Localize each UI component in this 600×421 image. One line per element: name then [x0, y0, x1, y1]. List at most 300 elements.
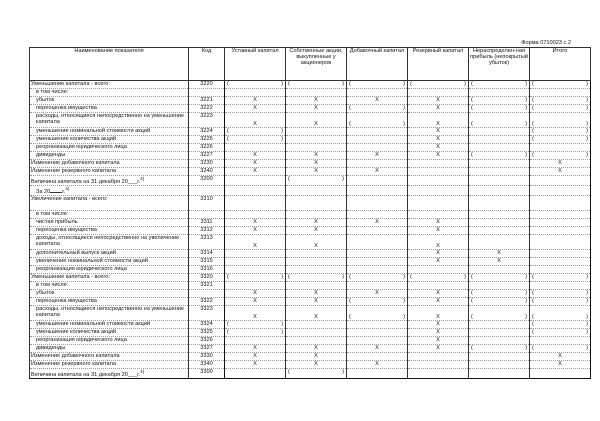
- not-applicable-mark: X: [436, 250, 440, 257]
- open-paren: (: [288, 274, 290, 281]
- close-paren: ): [586, 290, 588, 297]
- value-cell: [286, 337, 347, 345]
- header-reserve-capital: Резервный капитал: [408, 48, 469, 81]
- close-paren: ): [403, 313, 405, 320]
- open-paren: (: [532, 105, 534, 111]
- table-body: [30, 81, 591, 379]
- value-cell: [530, 113, 591, 128]
- table-row: [30, 89, 591, 97]
- table-row: [30, 136, 591, 144]
- row-label: [30, 258, 189, 266]
- value-cell: [347, 321, 408, 329]
- row-label: [30, 211, 189, 219]
- close-paren: ): [525, 105, 527, 111]
- value-cell: [286, 152, 347, 160]
- value-cell: [469, 258, 530, 266]
- row-label: [30, 128, 189, 136]
- header-row: [30, 48, 591, 81]
- value-cell: [347, 266, 408, 274]
- not-applicable-mark: X: [436, 97, 440, 103]
- row-label-text: Величина капитала на 31 декабря 20___г.: [31, 178, 141, 185]
- row-label: [30, 235, 189, 250]
- value-cell: [408, 298, 469, 306]
- value-cell: [408, 274, 469, 282]
- row-label-text: уменьшение номинальной стоимости акций: [36, 321, 151, 328]
- value-cell: [286, 144, 347, 152]
- not-applicable-mark: X: [253, 313, 257, 320]
- row-label: [30, 250, 189, 258]
- row-code: 3226: [189, 144, 225, 152]
- row-code: 3220: [189, 81, 225, 89]
- close-paren: ): [281, 128, 283, 134]
- period-label: За 20: [36, 188, 51, 195]
- open-paren: (: [227, 274, 229, 281]
- value-cell: [530, 219, 591, 227]
- row-code: 3223: [189, 113, 225, 128]
- not-applicable-mark: X: [314, 168, 318, 174]
- close-paren: ): [403, 274, 405, 281]
- close-paren: ): [403, 81, 405, 87]
- value-cell: [469, 105, 530, 113]
- value-cell: [469, 128, 530, 136]
- not-applicable-mark: X: [314, 227, 318, 234]
- row-label: [30, 105, 189, 113]
- close-paren: ): [586, 120, 588, 127]
- not-applicable-mark: X: [314, 353, 318, 360]
- row-label-text: Увеличение капитала - всего:: [31, 196, 108, 203]
- value-cell: [286, 227, 347, 235]
- value-cell: [286, 361, 347, 369]
- value-cell: [530, 211, 591, 219]
- value-cell: [225, 235, 286, 250]
- not-applicable-mark: X: [253, 345, 257, 352]
- not-applicable-mark: X: [375, 361, 379, 368]
- not-applicable-mark: X: [314, 242, 318, 249]
- value-cell: [225, 136, 286, 144]
- row-label: [30, 345, 189, 353]
- value-cell: [530, 160, 591, 168]
- open-paren: (: [532, 81, 534, 87]
- header-retained-earnings: Нераспределен-ная прибыль (непокрытый убыток): [469, 48, 530, 81]
- row-code: 3340: [189, 361, 225, 369]
- value-cell: [469, 227, 530, 235]
- open-paren: (: [532, 274, 534, 281]
- not-applicable-mark: X: [436, 321, 440, 328]
- not-applicable-mark: X: [375, 168, 379, 174]
- value-cell: [408, 186, 469, 196]
- value-cell: [408, 329, 469, 337]
- value-cell: [225, 144, 286, 152]
- close-paren: ): [525, 120, 527, 127]
- row-code: 3312: [189, 227, 225, 235]
- open-paren: (: [471, 345, 473, 352]
- not-applicable-mark: X: [436, 337, 440, 344]
- value-cell: [347, 361, 408, 369]
- not-applicable-mark: X: [436, 136, 440, 142]
- row-label-text: Изменение резервного капитала: [31, 168, 117, 174]
- row-code: 3311: [189, 219, 225, 227]
- value-cell: [286, 274, 347, 282]
- value-cell: [469, 266, 530, 274]
- open-paren: (: [227, 329, 229, 336]
- row-code: [189, 211, 225, 219]
- table-row: [30, 160, 591, 168]
- value-cell: [286, 250, 347, 258]
- row-label: [30, 329, 189, 337]
- value-cell: [530, 89, 591, 97]
- value-cell: [286, 81, 347, 89]
- value-cell: [347, 369, 408, 379]
- table-row: [30, 168, 591, 176]
- row-code: [189, 186, 225, 196]
- open-paren: (: [532, 152, 534, 158]
- value-cell: [408, 136, 469, 144]
- table-row: [30, 250, 591, 258]
- value-cell: [347, 136, 408, 144]
- open-paren: (: [532, 97, 534, 103]
- value-cell: [225, 113, 286, 128]
- footnote-ref: 4): [140, 369, 145, 375]
- value-cell: [408, 168, 469, 176]
- value-cell: [469, 282, 530, 290]
- value-cell: [469, 196, 530, 211]
- not-applicable-mark: X: [375, 152, 379, 158]
- close-paren: ): [281, 81, 283, 87]
- value-cell: [530, 321, 591, 329]
- not-applicable-mark: X: [558, 160, 562, 166]
- not-applicable-mark: X: [253, 105, 257, 111]
- table-row: [30, 81, 591, 89]
- table-row: [30, 219, 591, 227]
- table-row: [30, 144, 591, 152]
- header-code: Код: [189, 48, 225, 81]
- value-cell: [225, 282, 286, 290]
- not-applicable-mark: X: [375, 219, 379, 226]
- value-cell: [347, 258, 408, 266]
- close-paren: ): [525, 81, 527, 87]
- row-code: 3227: [189, 152, 225, 160]
- value-cell: [408, 144, 469, 152]
- value-cell: [347, 196, 408, 211]
- value-cell: [469, 89, 530, 97]
- period-dates: [30, 186, 189, 196]
- row-label: [30, 152, 189, 160]
- footnote-ref: 4): [140, 176, 145, 181]
- row-code: 3310: [189, 196, 225, 211]
- close-paren: ): [464, 274, 466, 281]
- value-cell: [286, 105, 347, 113]
- value-cell: [408, 219, 469, 227]
- header-charter-capital: Уставный капитал: [225, 48, 286, 81]
- open-paren: (: [471, 298, 473, 305]
- not-applicable-mark: X: [497, 258, 501, 265]
- row-label: [30, 89, 189, 97]
- row-label-text: в том числе:: [36, 211, 69, 218]
- value-cell: [530, 329, 591, 337]
- value-cell: [347, 128, 408, 136]
- not-applicable-mark: X: [314, 290, 318, 297]
- row-label-text: Величина капитала на 31 декабря 20___г.: [31, 371, 141, 378]
- value-cell: [347, 105, 408, 113]
- close-paren: ): [281, 329, 283, 336]
- close-paren: ): [586, 329, 588, 336]
- value-cell: [286, 168, 347, 176]
- value-cell: [286, 282, 347, 290]
- not-applicable-mark: X: [436, 329, 440, 336]
- value-cell: [225, 196, 286, 211]
- value-cell: [286, 329, 347, 337]
- value-cell: [286, 219, 347, 227]
- row-label: [30, 227, 189, 235]
- row-code: 3230: [189, 160, 225, 168]
- capital-changes-table: [29, 47, 591, 379]
- row-label-text: уменьшение номинальной стоимости акций: [36, 128, 151, 134]
- open-paren: (: [410, 274, 412, 281]
- value-cell: [408, 337, 469, 345]
- value-cell: [408, 211, 469, 219]
- value-cell: [530, 105, 591, 113]
- value-cell: [408, 353, 469, 361]
- not-applicable-mark: X: [436, 313, 440, 320]
- value-cell: [530, 97, 591, 105]
- row-label: [30, 113, 189, 128]
- table-row: [30, 186, 591, 196]
- value-cell: [530, 337, 591, 345]
- row-code: 3325: [189, 329, 225, 337]
- close-paren: ): [586, 97, 588, 103]
- value-cell: [225, 329, 286, 337]
- value-cell: [530, 168, 591, 176]
- row-label: [30, 282, 189, 290]
- close-paren: ): [586, 81, 588, 87]
- not-applicable-mark: X: [375, 97, 379, 103]
- value-cell: [530, 250, 591, 258]
- close-paren: ): [586, 274, 588, 281]
- value-cell: [530, 353, 591, 361]
- close-paren: ): [342, 176, 344, 182]
- value-cell: [530, 136, 591, 144]
- row-label-text: в том числе:: [36, 89, 69, 95]
- value-cell: [530, 196, 591, 211]
- row-code: 3200: [189, 176, 225, 186]
- open-paren: (: [532, 120, 534, 127]
- not-applicable-mark: X: [375, 290, 379, 297]
- open-paren: (: [532, 290, 534, 297]
- value-cell: [225, 89, 286, 97]
- value-cell: [225, 81, 286, 89]
- row-label-text: увеличение номинальной стоимости акций: [36, 258, 148, 265]
- value-cell: [286, 321, 347, 329]
- value-cell: [530, 290, 591, 298]
- value-cell: [408, 345, 469, 353]
- value-cell: [408, 160, 469, 168]
- value-cell: [347, 235, 408, 250]
- table-row: [30, 97, 591, 105]
- table-row: [30, 196, 591, 211]
- open-paren: (: [349, 298, 351, 305]
- not-applicable-mark: X: [253, 353, 257, 360]
- open-paren: (: [349, 105, 351, 111]
- not-applicable-mark: X: [314, 105, 318, 111]
- row-label: [30, 266, 189, 274]
- table-row: [30, 258, 591, 266]
- not-applicable-mark: X: [314, 219, 318, 226]
- form-code: Форма 0710023 с.2: [521, 40, 571, 46]
- value-cell: [347, 282, 408, 290]
- row-label-text: убыток: [36, 290, 55, 297]
- open-paren: (: [288, 176, 290, 182]
- value-cell: [469, 136, 530, 144]
- row-label-text: реорганизация юридического лица: [36, 337, 127, 344]
- table-row: [30, 369, 591, 379]
- not-applicable-mark: X: [436, 128, 440, 134]
- close-paren: ): [342, 81, 344, 87]
- close-paren: ): [586, 298, 588, 305]
- close-paren: ): [525, 313, 527, 320]
- close-paren: ): [525, 97, 527, 103]
- row-label: [30, 369, 189, 379]
- table-row: [30, 282, 591, 290]
- open-paren: (: [349, 313, 351, 320]
- value-cell: [225, 306, 286, 321]
- value-cell: [469, 298, 530, 306]
- not-applicable-mark: X: [253, 361, 257, 368]
- period-year-suffix: г.: [62, 188, 66, 195]
- value-cell: [408, 81, 469, 89]
- not-applicable-mark: X: [253, 227, 257, 234]
- value-cell: [530, 345, 591, 353]
- row-label-text: переоценка имущества: [36, 227, 97, 234]
- row-code: [189, 89, 225, 97]
- row-label-text: Уменьшение капитала - всего:: [31, 274, 110, 281]
- row-code: 3323: [189, 306, 225, 321]
- value-cell: [225, 168, 286, 176]
- row-label: [30, 136, 189, 144]
- value-cell: [225, 160, 286, 168]
- value-cell: [469, 345, 530, 353]
- row-label-text: Изменение добавочного капитала: [31, 353, 120, 360]
- row-label-text: дивиденды: [36, 345, 66, 352]
- value-cell: [225, 105, 286, 113]
- value-cell: [530, 176, 591, 186]
- row-label-text: доходы, относящиеся непосредственно на увеличение капитала: [36, 235, 180, 248]
- row-code: 3224: [189, 128, 225, 136]
- value-cell: [530, 266, 591, 274]
- value-cell: [347, 113, 408, 128]
- not-applicable-mark: X: [436, 258, 440, 265]
- close-paren: ): [281, 274, 283, 281]
- row-label: [30, 196, 189, 211]
- not-applicable-mark: X: [253, 97, 257, 103]
- value-cell: [469, 361, 530, 369]
- value-cell: [286, 176, 347, 186]
- open-paren: (: [288, 369, 290, 376]
- row-label-text: переоценка имущества: [36, 105, 97, 111]
- value-cell: [225, 186, 286, 196]
- not-applicable-mark: X: [253, 160, 257, 166]
- value-cell: [469, 250, 530, 258]
- not-applicable-mark: X: [436, 144, 440, 150]
- value-cell: [225, 250, 286, 258]
- value-cell: [408, 266, 469, 274]
- close-paren: ): [464, 81, 466, 87]
- not-applicable-mark: X: [375, 345, 379, 352]
- row-label: [30, 160, 189, 168]
- row-label-text: уменьшение количества акций: [36, 329, 117, 336]
- not-applicable-mark: X: [253, 242, 257, 249]
- value-cell: [347, 306, 408, 321]
- close-paren: ): [403, 105, 405, 111]
- value-cell: [347, 250, 408, 258]
- value-cell: [469, 290, 530, 298]
- close-paren: ): [281, 321, 283, 328]
- value-cell: [225, 369, 286, 379]
- row-code: 3316: [189, 266, 225, 274]
- value-cell: [347, 345, 408, 353]
- value-cell: [286, 306, 347, 321]
- open-paren: (: [471, 274, 473, 281]
- value-cell: [469, 353, 530, 361]
- value-cell: [408, 290, 469, 298]
- row-label-text: дивиденды: [36, 152, 66, 158]
- value-cell: [469, 160, 530, 168]
- value-cell: [347, 160, 408, 168]
- row-code: 3330: [189, 353, 225, 361]
- not-applicable-mark: X: [436, 120, 440, 127]
- value-cell: [347, 329, 408, 337]
- row-code: 3315: [189, 258, 225, 266]
- not-applicable-mark: X: [253, 290, 257, 297]
- value-cell: [469, 152, 530, 160]
- value-cell: [225, 345, 286, 353]
- open-paren: (: [227, 321, 229, 328]
- row-label-text: чистая прибыль: [36, 219, 78, 226]
- value-cell: [286, 196, 347, 211]
- close-paren: ): [525, 274, 527, 281]
- value-cell: [530, 128, 591, 136]
- close-paren: ): [586, 128, 588, 134]
- value-cell: [530, 186, 591, 196]
- close-paren: ): [525, 345, 527, 352]
- open-paren: (: [532, 136, 534, 142]
- value-cell: [347, 219, 408, 227]
- value-cell: [408, 235, 469, 250]
- value-cell: [347, 353, 408, 361]
- open-paren: (: [532, 313, 534, 320]
- not-applicable-mark: X: [436, 242, 440, 249]
- close-paren: ): [525, 298, 527, 305]
- not-applicable-mark: X: [314, 345, 318, 352]
- open-paren: (: [471, 313, 473, 320]
- row-code: 3321: [189, 282, 225, 290]
- value-cell: [225, 152, 286, 160]
- value-cell: [225, 97, 286, 105]
- row-label: [30, 290, 189, 298]
- row-label-text: Изменение резервного капитала: [31, 361, 117, 368]
- value-cell: [408, 105, 469, 113]
- footnote-ref: 4): [65, 186, 70, 192]
- open-paren: (: [349, 120, 351, 127]
- not-applicable-mark: X: [436, 298, 440, 305]
- not-applicable-mark: X: [253, 219, 257, 226]
- not-applicable-mark: X: [314, 160, 318, 166]
- value-cell: [530, 144, 591, 152]
- value-cell: [530, 298, 591, 306]
- open-paren: (: [532, 345, 534, 352]
- value-cell: [408, 152, 469, 160]
- not-applicable-mark: X: [436, 345, 440, 352]
- open-paren: (: [349, 81, 351, 87]
